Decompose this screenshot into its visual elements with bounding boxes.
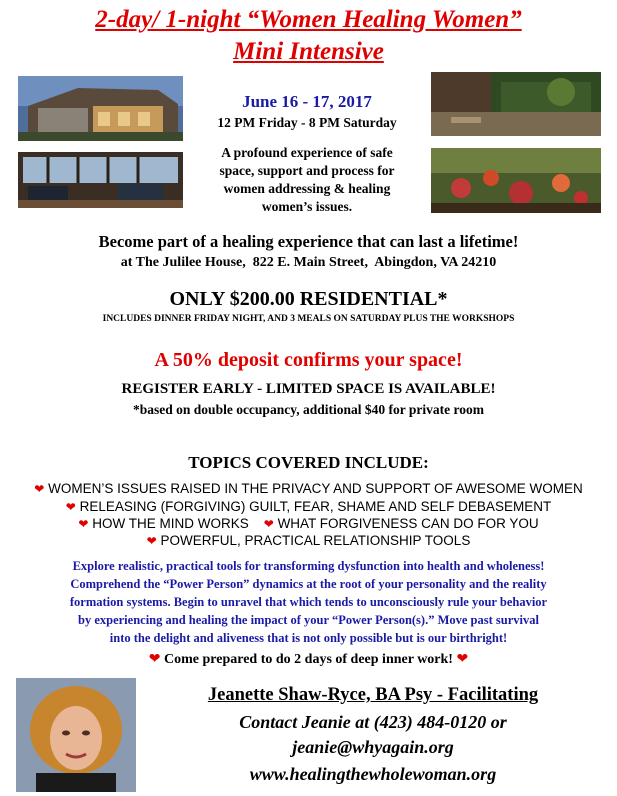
garden-deck-photo bbox=[431, 72, 601, 136]
facilitator-name: Jeanette Shaw-Ryce, BA Psy - Facilitating bbox=[207, 685, 539, 705]
heart-icon: ❤ bbox=[456, 651, 469, 667]
description-line: A profound experience of safe bbox=[221, 145, 393, 160]
tagline: Become part of a healing experience that can last a lifetime! bbox=[98, 232, 519, 251]
heart-icon: ❤ bbox=[263, 517, 274, 531]
price-includes: INCLUDES DINNER FRIDAY NIGHT, AND 3 MEALS ON SATURDAY PLUS THE WORKSHOPS bbox=[102, 314, 515, 324]
explore-line: Explore realistic, practical tools for transforming dysfunction into health and wholeness! bbox=[72, 559, 545, 573]
venue-location: at The Julilee House, 822 E. Main Street, Abingdon, VA 24210 bbox=[120, 255, 497, 270]
description-line: women’s issues. bbox=[261, 199, 353, 214]
topic-item bbox=[0, 532, 617, 550]
topic-label: WOMEN’S ISSUES RAISED IN THE PRIVACY AND SUPPORT OF AWESOME WOMEN bbox=[48, 481, 583, 496]
heart-icon: ❤ bbox=[34, 482, 45, 496]
event-description bbox=[187, 144, 427, 216]
facilitator-contact: Contact Jeanie at (423) 484-0120 or bbox=[239, 712, 507, 732]
topic-label: POWERFUL, PRACTICAL RELATIONSHIP TOOLS bbox=[160, 533, 471, 548]
flyer-title-line1: 2-day/ 1-night “Women Healing Women” bbox=[95, 6, 522, 33]
topic-label: WHAT FORGIVENESS CAN DO FOR YOU bbox=[277, 516, 539, 531]
register-early: REGISTER EARLY - LIMITED SPACE IS AVAILABLE! bbox=[121, 381, 496, 397]
occupancy-note: *based on double occupancy, additional $40 for private room bbox=[133, 402, 484, 417]
heart-icon: ❤ bbox=[78, 517, 89, 531]
description-line: women addressing & healing bbox=[223, 181, 391, 196]
event-times: 12 PM Friday - 8 PM Saturday bbox=[217, 115, 397, 130]
lodge-exterior-photo bbox=[18, 76, 183, 141]
topic-label: RELEASING (FORGIVING) GUILT, FEAR, SHAME AND SELF DEBASEMENT bbox=[79, 499, 552, 514]
come-prepared-text: Come prepared to do 2 days of deep inner work! bbox=[164, 652, 453, 667]
topic-item bbox=[0, 498, 617, 516]
topic-item bbox=[0, 515, 617, 533]
description-line: space, support and process for bbox=[219, 163, 395, 178]
price-headline: ONLY $200.00 RESIDENTIAL* bbox=[169, 288, 448, 310]
come-prepared bbox=[0, 651, 617, 668]
topics-heading: TOPICS COVERED INCLUDE: bbox=[188, 453, 429, 472]
explore-line: into the delight and aliveness that is not only possible but is our birthright! bbox=[109, 631, 508, 645]
flower-garden-photo bbox=[431, 148, 601, 213]
heart-icon: ❤ bbox=[146, 534, 157, 548]
topic-label: HOW THE MIND WORKS bbox=[92, 516, 249, 531]
explore-paragraph bbox=[0, 557, 617, 647]
explore-line: Comprehend the “Power Person” dynamics at the root of your personality and the reality bbox=[70, 577, 547, 591]
explore-line: by experiencing and healing the impact of your “Power Person(s).” Move past survival bbox=[78, 613, 539, 627]
explore-line: formation systems. Begin to unravel that which tends to unconsciously rule your behavior bbox=[69, 595, 548, 609]
heart-icon: ❤ bbox=[148, 651, 161, 667]
website-link[interactable]: www.healingthewholewoman.org bbox=[249, 764, 497, 784]
event-dates: June 16 - 17, 2017 bbox=[242, 92, 372, 111]
lobby-interior-photo bbox=[18, 152, 183, 208]
facilitator-email[interactable]: jeanie@whyagain.org bbox=[292, 737, 454, 757]
facilitator-portrait bbox=[16, 678, 136, 792]
topic-item bbox=[0, 480, 617, 498]
flyer-title-line2: Mini Intensive bbox=[233, 38, 384, 65]
heart-icon: ❤ bbox=[65, 500, 76, 514]
deposit-notice: A 50% deposit confirms your space! bbox=[154, 349, 463, 371]
